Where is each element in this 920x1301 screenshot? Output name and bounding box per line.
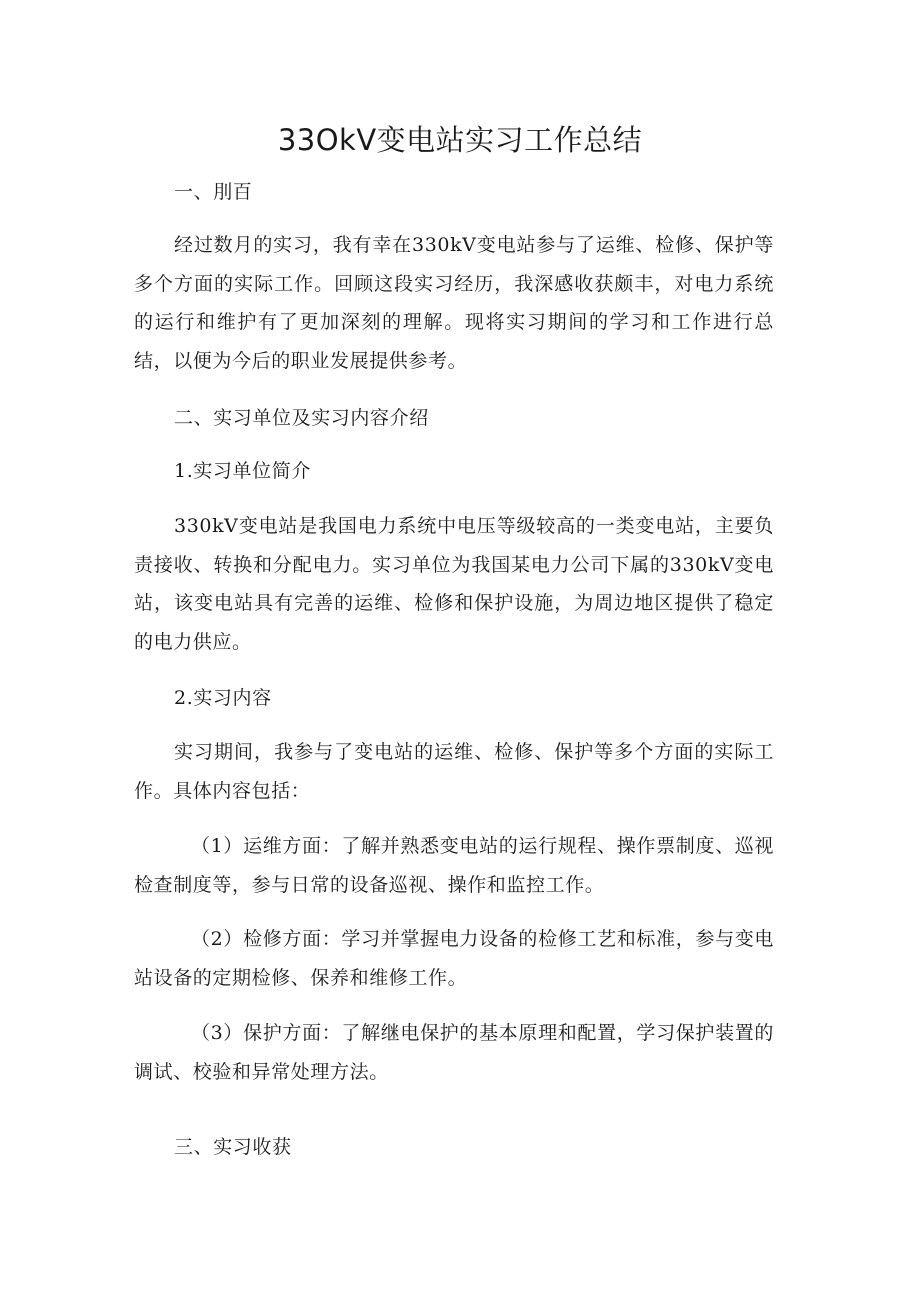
list-item: （2）检修方面：学习并掌握电力设备的检修工艺和标准，参与变电站设备的定期检修、保养和维修工作。 (134, 928, 774, 989)
document-title: 33OkV变电站实习工作总结 (277, 123, 643, 157)
list-item: （1）运维方面：了解并熟悉变电站的运行规程、操作票制度、巡视检查制度等，参与日常的设备巡视、操作和监控工作。 (134, 835, 774, 896)
paragraph-preface: 经过数月的实习，我有幸在330kV变电站参与了运维、检修、保护等多个方面的实际工作。回顾这段实习经历，我深感收获颇丰，对电力系统的运行和维护有了更加深刻的理解。现将实习期间的学习和工作进行总结，以便为今后的职业发展提供参考。 (134, 234, 774, 372)
section-heading-gains: 三、实习收获 (174, 1136, 292, 1158)
section-heading-unit: 二、实习单位及实习内容介绍 (174, 407, 429, 429)
paragraph-content-intro: 实习期间，我参与了变电站的运维、检修、保护等多个方面的实际工作。具体内容包括： (134, 741, 774, 802)
subsection-heading-content: 2.实习内容 (174, 687, 272, 709)
list-item: （3）保护方面：了解继电保护的基本原理和配置，学习保护装置的调试、校验和异常处理方法。 (134, 1022, 774, 1083)
subsection-heading-unit-intro: 1.实习单位简介 (174, 460, 311, 482)
paragraph-unit-intro: 330kV变电站是我国电力系统中电压等级较高的一类变电站，主要负责接收、转换和分配电力。实习单位为我国某电力公司下属的330kV变电站，该变电站具有完善的运维、检修和保护设施，为周边地区提供了稳定的电力供应。 (134, 515, 774, 653)
section-heading-preface: 一、刖百 (174, 181, 253, 203)
